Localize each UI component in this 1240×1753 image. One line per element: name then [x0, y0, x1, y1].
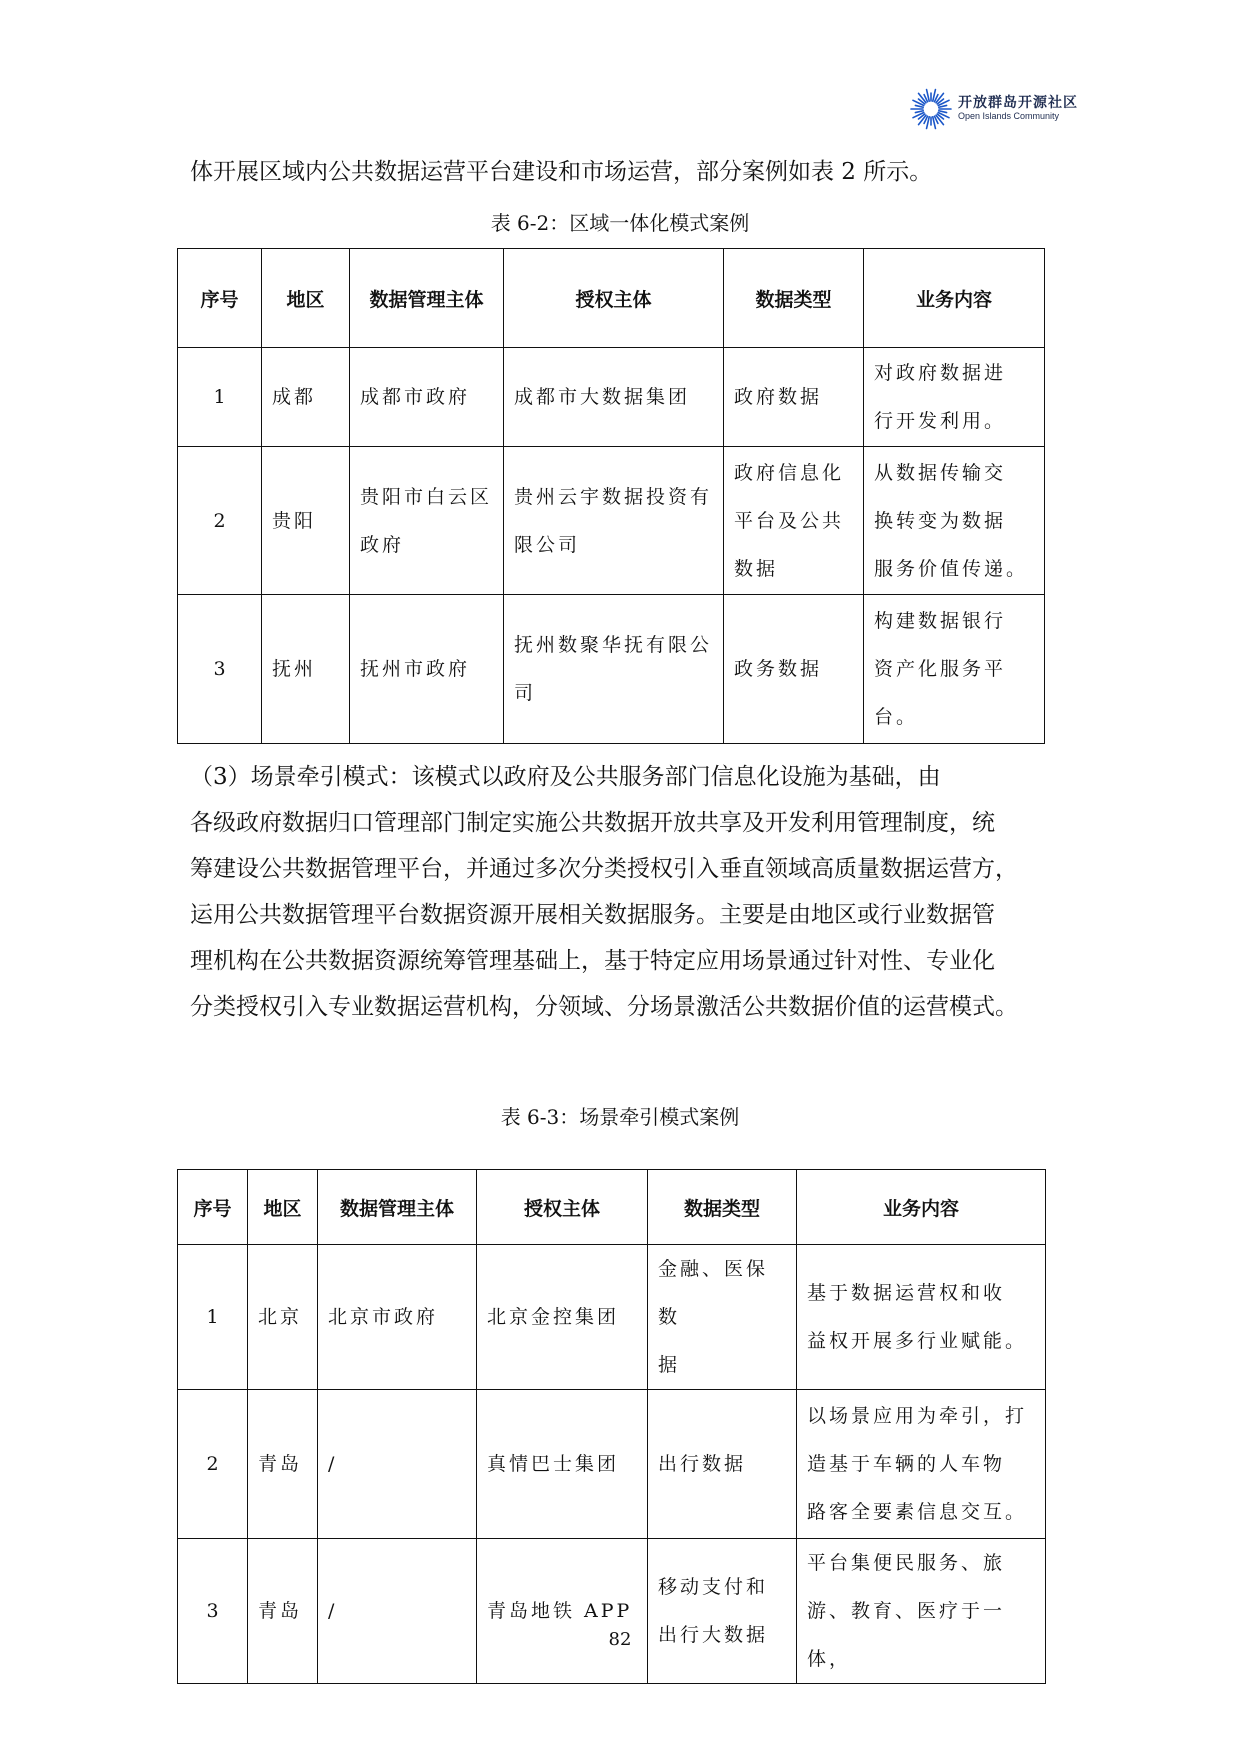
- cell-line: 贵州云宇数据投资有: [514, 485, 713, 508]
- table-region-integration: [177, 248, 1045, 744]
- cell-line: 出行大数据: [658, 1624, 769, 1646]
- logo-english-name: Open Islands Community: [958, 110, 1060, 121]
- cell-business: [797, 1245, 1046, 1390]
- header-logo: [910, 88, 1078, 130]
- cell-line: 资产化服务平: [874, 658, 1007, 680]
- cell-line: 成都市政府: [360, 386, 471, 408]
- cell-no: 3: [178, 595, 262, 744]
- cell-line: 成都市大数据集团: [514, 386, 691, 408]
- cell-manager: [350, 447, 504, 595]
- cell-line: 益权开展多行业赋能。: [807, 1330, 1028, 1352]
- logo-ray: [939, 111, 947, 113]
- page-number: 82: [608, 1629, 632, 1650]
- cell-no: 1: [178, 1245, 248, 1390]
- logo-text: [958, 96, 1078, 121]
- header-cell-manager: 数据管理主体: [318, 1170, 477, 1245]
- cell-line: 移动支付和: [658, 1576, 769, 1598]
- logo-ray: [939, 105, 947, 107]
- cell-line: 贵阳市白云区: [360, 485, 493, 508]
- header-cell-manager: 数据管理主体: [350, 249, 504, 348]
- cell-line: 以场景应用为牵引，打: [807, 1405, 1028, 1427]
- paragraph-line: 分类授权引入专业数据运营机构，分领域、分场景激活公共数据价值的运营模式。: [190, 994, 1018, 1020]
- table-header-row: [178, 249, 1045, 348]
- cell-manager: [318, 1245, 477, 1390]
- paragraph-line: 理机构在公共数据资源统筹管理基础上，基于特定应用场景通过针对性、专业化: [190, 948, 995, 974]
- cell-line: 政府: [360, 533, 405, 556]
- table-row: [178, 1539, 1046, 1684]
- paragraph-line: 运用公共数据管理平台数据资源开展相关数据服务。主要是由地区或行业数据管: [190, 902, 995, 928]
- cell-business: [864, 595, 1045, 744]
- cell-line: 对政府数据进: [874, 362, 1007, 384]
- cell-line: /: [328, 1453, 338, 1475]
- header-cell-data-type: 数据类型: [648, 1170, 797, 1245]
- cell-line: 抚州数聚华抚有限公: [514, 634, 713, 656]
- table-row: [178, 447, 1045, 595]
- cell-region: 抚州: [262, 595, 350, 744]
- header-cell-authorized: 授权主体: [504, 249, 724, 348]
- header-cell-no: 序号: [178, 1170, 248, 1245]
- cell-business: [797, 1390, 1046, 1539]
- paragraph-line: 各级政府数据归口管理部门制定实施公共数据开放共享及开发利用管理制度，统: [190, 810, 995, 836]
- cell-line: 北京市政府: [328, 1306, 439, 1328]
- table1-caption: 表 6-2：区域一体化模式案例: [490, 211, 750, 235]
- cell-line: 政府数据: [734, 386, 823, 408]
- header-cell-business: 业务内容: [797, 1170, 1046, 1245]
- cell-data-type: [724, 447, 864, 595]
- cell-line: 从数据传输交: [874, 461, 1007, 484]
- cell-data-type: [724, 348, 864, 447]
- cell-authorized: [504, 348, 724, 447]
- cell-region: 青岛: [248, 1390, 318, 1539]
- cell-authorized: [477, 1245, 648, 1390]
- cell-line: 基于数据运营权和收: [807, 1282, 1006, 1304]
- logo-ray: [915, 111, 923, 113]
- cell-line: 政府信息化: [734, 461, 845, 484]
- cell-authorized: [477, 1390, 648, 1539]
- cell-data-type: [648, 1539, 797, 1684]
- cell-region: 贵阳: [262, 447, 350, 595]
- header-cell-data-type: 数据类型: [724, 249, 864, 348]
- cell-line: 出行数据: [658, 1453, 747, 1475]
- cell-region: 青岛: [248, 1539, 318, 1684]
- cell-authorized: [477, 1539, 648, 1684]
- cell-line: 造基于车辆的人车物: [807, 1453, 1006, 1475]
- logo-ray: [915, 105, 923, 107]
- header-cell-authorized: 授权主体: [477, 1170, 648, 1245]
- cell-line: 真情巴士集团: [487, 1453, 620, 1475]
- cell-data-type: [724, 595, 864, 744]
- table-row: [178, 1390, 1046, 1539]
- table-row: [178, 348, 1045, 447]
- cell-line: 北京金控集团: [487, 1306, 620, 1328]
- cell-business: [797, 1539, 1046, 1684]
- cell-authorized: [504, 595, 724, 744]
- table-row: [178, 595, 1045, 744]
- cell-line: 抚州市政府: [360, 658, 471, 680]
- cell-line: 据: [658, 1354, 681, 1376]
- table2-caption: 表 6-3：场景牵引模式案例: [500, 1105, 740, 1129]
- logo-chinese-name: 开放群岛开源社区: [958, 95, 1078, 112]
- cell-manager: [318, 1539, 477, 1684]
- cell-line: 金融、医保数: [658, 1258, 769, 1328]
- cell-authorized: [504, 447, 724, 595]
- cell-line: 平台集便民服务、旅: [807, 1552, 1006, 1574]
- cell-line: 服务价值传递。: [874, 557, 1029, 580]
- cell-region: 成都: [262, 348, 350, 447]
- cell-line: 平台及公共: [734, 509, 845, 532]
- table-scenario-driven: [177, 1169, 1046, 1684]
- table-row: [178, 1245, 1046, 1390]
- table-header-row: [178, 1170, 1046, 1245]
- cell-no: 3: [178, 1539, 248, 1684]
- cell-region: 北京: [248, 1245, 318, 1390]
- cell-line: 游、教育、医疗于一体，: [807, 1600, 1006, 1670]
- cell-manager: [350, 348, 504, 447]
- cell-line: 路客全要素信息交互。: [807, 1501, 1028, 1523]
- cell-business: [864, 348, 1045, 447]
- cell-manager: [350, 595, 504, 744]
- cell-no: 2: [178, 1390, 248, 1539]
- cell-line: 限公司: [514, 533, 581, 556]
- cell-no: 1: [178, 348, 262, 447]
- cell-line: 司: [514, 682, 537, 704]
- cell-line: 行开发利用。: [874, 410, 1007, 432]
- cell-business: [864, 447, 1045, 595]
- header-cell-business: 业务内容: [864, 249, 1045, 348]
- cell-line: 青岛地铁 APP: [487, 1600, 633, 1622]
- header-cell-region: 地区: [262, 249, 350, 348]
- cell-no: 2: [178, 447, 262, 595]
- cell-line: 台。: [874, 706, 919, 728]
- cell-line: 换转变为数据: [874, 509, 1007, 532]
- cell-line: 政务数据: [734, 658, 823, 680]
- cell-manager: [318, 1390, 477, 1539]
- header-cell-no: 序号: [178, 249, 262, 348]
- cell-line: /: [328, 1600, 338, 1622]
- cell-data-type: [648, 1245, 797, 1390]
- cell-line: 构建数据银行: [874, 610, 1007, 632]
- paragraph-line: 筹建设公共数据管理平台，并通过多次分类授权引入垂直领域高质量数据运营方，: [190, 856, 1018, 882]
- header-cell-region: 地区: [248, 1170, 318, 1245]
- open-islands-logo-icon: [910, 88, 952, 130]
- intro-line: 体开展区域内公共数据运营平台建设和市场运营，部分案例如表 2 所示。: [190, 159, 933, 185]
- cell-data-type: [648, 1390, 797, 1539]
- cell-line: 数据: [734, 557, 779, 580]
- paragraph-line: （3）场景牵引模式：该模式以政府及公共服务部门信息化设施为基础，由: [190, 764, 941, 790]
